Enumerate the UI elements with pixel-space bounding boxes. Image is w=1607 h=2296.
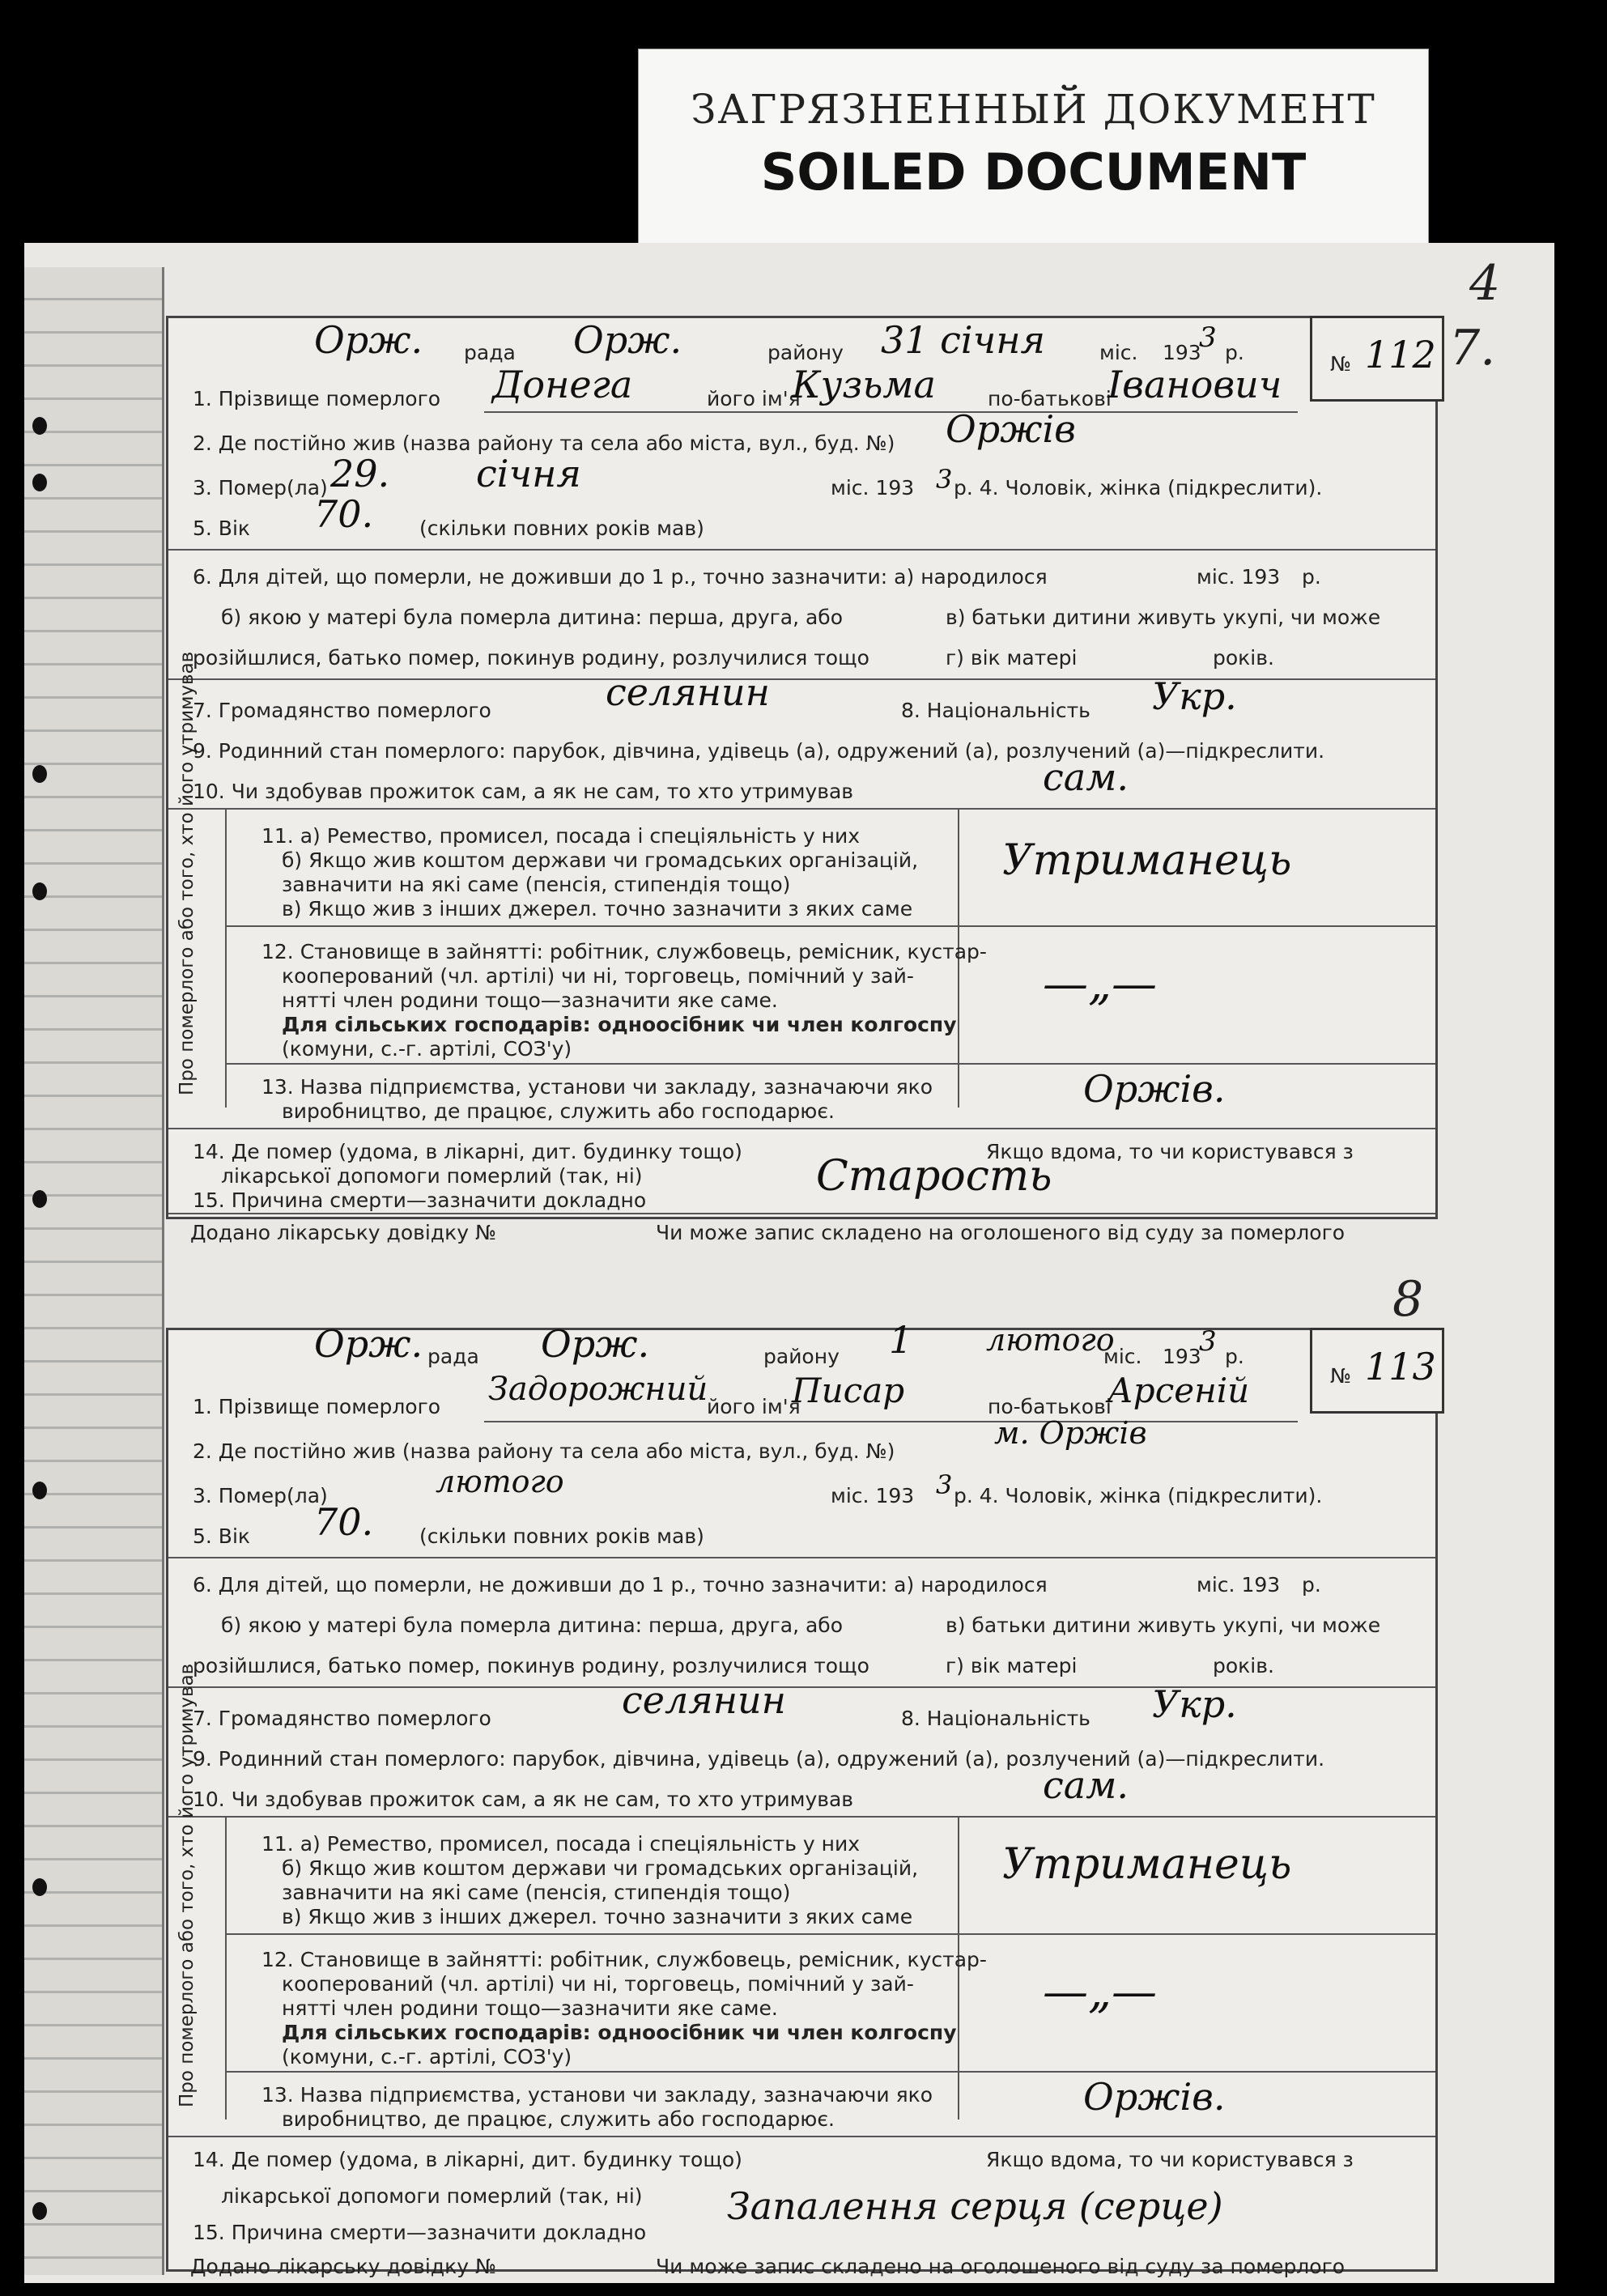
record2-field-16-label: Додано лікарську довідку №	[190, 2255, 496, 2278]
field-12d-label: Для сільських господарів: одноосібник чи член колгоспу	[282, 1013, 957, 1036]
record-number-box	[1310, 316, 1444, 402]
rik-label: р.	[1225, 1345, 1244, 1368]
workplace-value: Оржів.	[1083, 1067, 1226, 1111]
death-record-card-2	[166, 1318, 1438, 2272]
label-russian: ЗАГРЯЗНЕННЫЙ ДОКУМЕНТ	[691, 86, 1376, 133]
year-prefix: 193	[1163, 341, 1201, 364]
number-sign: №	[1330, 1364, 1352, 1388]
council2-value: Орж.	[541, 1322, 650, 1366]
field-12a-label: 12. Становище в зайнятті: робітник, службовець, ремісник, кустар-	[261, 1948, 987, 1971]
mis-label: міс.	[1103, 1345, 1142, 1368]
field-1b-label: його ім'я	[707, 387, 801, 410]
citizenship-value: селянин	[622, 1678, 786, 1722]
support-value: сам.	[1043, 755, 1129, 799]
field-12c-label: нятті член родини тощо—зазначити яке саме.	[282, 989, 778, 1012]
rayonu-label: району	[763, 1345, 840, 1368]
field-6b2-label: в) батьки дитини живуть укупі, чи може	[946, 1614, 1381, 1637]
cause-value: Запалення серця (серце)	[727, 2184, 1223, 2228]
field-3c-label: р. 4. Чоловік, жінка (підкреслити).	[954, 1484, 1323, 1507]
field-10-label: 10. Чи здобував прожиток сам, а як не сам, то хто утримував	[193, 780, 854, 803]
day-value: 1	[889, 1318, 913, 1362]
citizenship-value: селянин	[606, 670, 770, 714]
field-3b-label: міс. 193	[831, 476, 915, 500]
field-1b-label: його ім'я	[707, 1395, 801, 1418]
death-record-card-1	[166, 316, 1438, 1219]
label-english: SOILED DOCUMENT	[760, 142, 1307, 202]
record2-field-16b-label: Чи може запис складено на оголошеного від суду за померлого	[656, 2255, 1346, 2278]
nationality-value: Укр.	[1152, 674, 1237, 718]
side-caption: Про померлого або того, хто його утримував	[176, 651, 198, 1095]
field-6a3-label: р.	[1302, 1573, 1321, 1597]
field-3-label: 3. Помер(ла)	[193, 476, 328, 500]
record-number: 112	[1365, 333, 1436, 376]
binding-hole	[32, 1482, 47, 1499]
field-11c-label: в) Якщо жив з інших джерел. точно зазначити з яких саме	[282, 897, 913, 921]
field-11b-label: б) Якщо жив коштом держави чи громадських організацій,	[282, 848, 919, 872]
field-6c-label: розійшлися, батько помер, покинув родину, розлучилися тощо	[193, 1654, 869, 1677]
field-6b2-label: в) батьки дитини живуть укупі, чи може	[946, 606, 1381, 629]
binding-hole	[32, 474, 47, 491]
field-6c3-label: років.	[1213, 1654, 1274, 1677]
died-year-value: 3	[936, 1469, 953, 1500]
field-14b-label: Якщо вдома, то чи користувався з	[986, 1140, 1354, 1163]
year-digit: 3	[1199, 321, 1217, 354]
first-name-value: Писар	[792, 1371, 905, 1410]
side-caption: Про померлого або того, хто його утримував	[176, 1663, 198, 2107]
number-sign: №	[1330, 352, 1352, 376]
year-digit: 3	[1199, 1325, 1217, 1358]
occupation-value: Утриманець	[1002, 836, 1292, 885]
field-2-label: 2. Де постійно жив (назва району та села або міста, вул., буд. №)	[193, 1439, 895, 1463]
field-8-label: 8. Національність	[901, 699, 1090, 722]
died-year-value: 3	[936, 464, 953, 495]
binding-hole	[32, 882, 47, 900]
first-name-value: Кузьма	[792, 363, 936, 406]
age-value: 70.	[314, 492, 374, 536]
corner-mark-top: 4	[1469, 255, 1501, 312]
field-11b-label: б) Якщо жив коштом держави чи громадських організацій,	[282, 1856, 919, 1880]
field-14b-label: Якщо вдома, то чи користувався з	[986, 2148, 1354, 2171]
field-13b-label: виробництво, де працює, служить або господарює.	[282, 1099, 835, 1123]
corner-mark-record2: 8	[1392, 1271, 1424, 1328]
rada-label: рада	[464, 341, 516, 364]
ledger-binding-strip	[24, 267, 164, 2275]
council2-value: Орж.	[573, 318, 682, 362]
died-day-value: 29.	[330, 452, 390, 495]
field-6c-label: розійшлися, батько помер, покинув родину, розлучилися тощо	[193, 646, 869, 670]
field-2-label: 2. Де постійно жив (назва району та села або міста, вул., буд. №)	[193, 432, 895, 455]
residence-value: Оржів	[946, 407, 1076, 451]
field-11b2-label: завначити на які саме (пенсія, стипендія тощо)	[282, 1881, 791, 1904]
field-10-label: 10. Чи здобував прожиток сам, а як не сам, то хто утримував	[193, 1788, 854, 1811]
field-6a3-label: р.	[1302, 565, 1321, 589]
field-1c-label: по-батькові	[988, 1395, 1112, 1418]
field-5b-label: (скільки повних років мав)	[419, 1524, 704, 1548]
nationality-value: Укр.	[1152, 1682, 1237, 1726]
binding-hole	[32, 1878, 47, 1896]
field-14c-label: лікарської допомоги померлий (так, ні)	[221, 2184, 643, 2208]
field-12a-label: 12. Становище в зайнятті: робітник, службовець, ремісник, кустар-	[261, 940, 987, 963]
field-7-label: 7. Громадянство померлого	[193, 1707, 491, 1730]
patronymic-value: Арсеній	[1107, 1371, 1250, 1410]
field-12d-label: Для сільських господарів: одноосібник чи член колгоспу	[282, 2021, 957, 2044]
month-value: лютого	[986, 1322, 1115, 1358]
field-5-label: 5. Вік	[193, 1524, 250, 1548]
binding-hole	[32, 765, 47, 783]
corner-mark-record1: 7.	[1449, 320, 1496, 376]
field-14c-label: лікарської допомоги померлий (так, ні)	[221, 1164, 643, 1188]
field-12b-label: кооперований (чл. артілі) чи ні, торговець, помічний у зай-	[282, 964, 914, 988]
field-6c2-label: г) вік матері	[946, 1654, 1078, 1677]
record1-field-16b-label: Чи може запис складено на оголошеного від суду за померлого	[656, 1221, 1346, 1244]
patronymic-value: Іванович	[1107, 363, 1282, 406]
year-prefix: 193	[1163, 1345, 1201, 1368]
field-15-label: 15. Причина смерти—зазначити докладно	[193, 2221, 647, 2244]
field-11c-label: в) Якщо жив з інших джерел. точно зазначити з яких саме	[282, 1905, 913, 1928]
binding-hole	[32, 417, 47, 435]
field-1-label: 1. Прізвище померлого	[193, 387, 441, 410]
field-3b-label: міс. 193	[831, 1484, 915, 1507]
field-6a2-label: міс. 193	[1197, 1573, 1281, 1597]
record1-field-16-label: Додано лікарську довідку №	[190, 1221, 496, 1244]
field-3c-label: р. 4. Чоловік, жінка (підкреслити).	[954, 476, 1323, 500]
field-6a-label: 6. Для дітей, що померли, не доживши до 1 р., точно зазначити: а) народилося	[193, 565, 1048, 589]
field-14a-label: 14. Де помер (удома, в лікарні, дит. будинку тощо)	[193, 2148, 742, 2171]
field-6c3-label: років.	[1213, 646, 1274, 670]
age-value: 70.	[314, 1500, 374, 1544]
field-6b-label: б) якою у матері була померла дитина: перша, друга, або	[221, 1614, 844, 1637]
binding-hole	[32, 2202, 47, 2220]
workplace-value: Оржів.	[1083, 2075, 1226, 2119]
binding-hole	[32, 1190, 47, 1208]
field-1c-label: по-батькові	[988, 387, 1112, 410]
field-9-label: 9. Родинний стан померлого: парубок, дівчина, удівець (а), одружений (а), розлучений (а)—підкреслити.	[193, 739, 1325, 763]
field-6a-label: 6. Для дітей, що померли, не доживши до 1 р., точно зазначити: а) народилося	[193, 1573, 1048, 1597]
status-value: —„—	[1043, 1966, 1158, 2018]
field-13a-label: 13. Назва підприємства, установи чи закладу, зазначаючи яко	[261, 1075, 933, 1099]
field-6a2-label: міс. 193	[1197, 565, 1281, 589]
status-value: —„—	[1043, 958, 1158, 1010]
rik-label: р.	[1225, 341, 1244, 364]
council-value: Орж.	[314, 318, 423, 362]
occupation-value: Утриманець	[1002, 1840, 1292, 1889]
field-7-label: 7. Громадянство померлого	[193, 699, 491, 722]
surname-value: Задорожний	[488, 1371, 708, 1408]
field-15-label: 15. Причина смерти—зазначити докладно	[193, 1188, 647, 1212]
support-value: сам.	[1043, 1763, 1129, 1807]
field-5b-label: (скільки повних років мав)	[419, 517, 704, 540]
field-13b-label: виробництво, де працює, служить або господарює.	[282, 2107, 835, 2131]
field-11a-label: 11. а) Ремество, промисел, посада і спеціяльність у них	[261, 824, 861, 848]
field-11b2-label: завначити на які саме (пенсія, стипендія тощо)	[282, 873, 791, 896]
field-3-label: 3. Помер(ла)	[193, 1484, 328, 1507]
field-12b-label: кооперований (чл. артілі) чи ні, торговець, помічний у зай-	[282, 1972, 914, 1996]
field-14a-label: 14. Де помер (удома, в лікарні, дит. будинку тощо)	[193, 1140, 742, 1163]
field-12e-label: (комуни, с.-г. артілі, СОЗ'у)	[282, 1037, 572, 1061]
mis-label: міс.	[1099, 341, 1138, 364]
cause-value: Старость	[816, 1152, 1052, 1201]
residence-value: м. Оржів	[994, 1415, 1147, 1451]
died-month-value: січня	[476, 452, 581, 495]
rada-label: рада	[427, 1345, 479, 1368]
field-11a-label: 11. а) Ремество, промисел, посада і спеціяльність у них	[261, 1832, 861, 1856]
council-value: Орж.	[314, 1322, 423, 1366]
rayonu-label: району	[767, 341, 844, 364]
date-value: 31 січня	[881, 318, 1046, 362]
field-1-label: 1. Прізвище померлого	[193, 1395, 441, 1418]
field-6c2-label: г) вік матері	[946, 646, 1078, 670]
field-12e-label: (комуни, с.-г. артілі, СОЗ'у)	[282, 2045, 572, 2069]
record-number-box	[1310, 1328, 1444, 1414]
field-12c-label: нятті член родини тощо—зазначити яке саме.	[282, 1996, 778, 2020]
field-9-label: 9. Родинний стан померлого: парубок, дівчина, удівець (а), одружений (а), розлучений (а)—підкреслити.	[193, 1747, 1325, 1771]
died-value: лютого	[436, 1464, 564, 1499]
field-13a-label: 13. Назва підприємства, установи чи закладу, зазначаючи яко	[261, 2083, 933, 2107]
surname-value: Донега	[492, 363, 633, 406]
field-5-label: 5. Вік	[193, 517, 250, 540]
field-8-label: 8. Національність	[901, 1707, 1090, 1730]
field-6b-label: б) якою у матері була померла дитина: перша, друга, або	[221, 606, 844, 629]
record-number: 113	[1365, 1345, 1436, 1388]
soiled-document-label	[638, 49, 1429, 267]
